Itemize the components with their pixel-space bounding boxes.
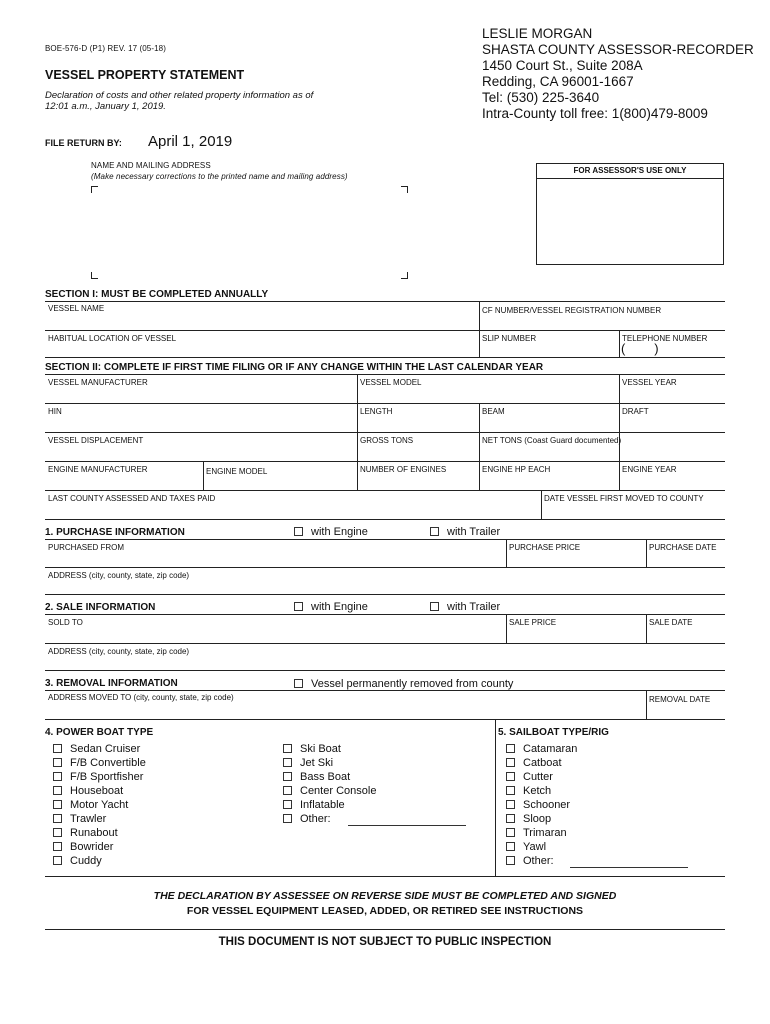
address-moved-input[interactable] — [48, 705, 643, 718]
model-input[interactable] — [360, 389, 616, 402]
displacement-label: VESSEL DISPLACEMENT — [48, 436, 144, 445]
purchase-address-label: ADDRESS (city, county, state, zip code) — [48, 571, 190, 580]
rule — [45, 690, 725, 691]
purchase-price-label: PURCHASE PRICE — [509, 543, 581, 552]
section2-heading: SECTION II: COMPLETE IF FIRST TIME FILING OR IF ANY CHANGE WITHIN THE LAST CALENDAR YEAR — [45, 362, 544, 373]
checkbox-box[interactable] — [53, 772, 62, 781]
date-moved-label: DATE VESSEL FIRST MOVED TO COUNTY — [544, 494, 704, 503]
purchase-with-trailer-label: with Trailer — [447, 526, 501, 538]
power-boat-option[interactable] — [283, 799, 345, 812]
engine-hp-input[interactable] — [482, 476, 616, 489]
sale-with-engine-checkbox[interactable] — [294, 601, 368, 614]
sailboat-option[interactable] — [506, 827, 567, 840]
sale-address-input[interactable] — [48, 657, 722, 669]
length-label: LENGTH — [360, 407, 393, 416]
instructions-notice: FOR VESSEL EQUIPMENT LEASED, ADDED, OR RETIRED SEE INSTRUCTIONS — [186, 905, 584, 917]
corner-mark — [91, 186, 98, 193]
checkbox-box[interactable] — [53, 842, 62, 851]
date-moved-input[interactable] — [544, 505, 722, 518]
checkbox-box[interactable] — [294, 679, 303, 688]
checkbox-box[interactable] — [53, 744, 62, 753]
power-boat-option[interactable] — [53, 757, 146, 770]
rule — [646, 539, 647, 567]
net-tons-label: NET TONS (Coast Guard documented) — [482, 436, 622, 445]
rule — [45, 876, 725, 877]
checkbox-box[interactable] — [53, 814, 62, 823]
power-boat-option-label: F/B Sportfisher — [70, 771, 144, 783]
checkbox-box[interactable] — [53, 758, 62, 767]
sale-with-engine-label: with Engine — [311, 601, 368, 613]
rule — [45, 330, 725, 331]
rule — [45, 643, 725, 644]
sailboat-option[interactable] — [506, 841, 546, 854]
year-label: VESSEL YEAR — [622, 378, 677, 387]
purchase-address-input[interactable] — [48, 581, 722, 593]
engine-year-input[interactable] — [622, 476, 722, 489]
telephone-label: TELEPHONE NUMBER — [622, 334, 708, 343]
slip-number-input[interactable] — [482, 344, 617, 356]
file-return-date: April 1, 2019 — [148, 133, 233, 150]
engine-manufacturer-label: ENGINE MANUFACTURER — [48, 465, 148, 474]
rule — [203, 461, 204, 490]
assessor-tollfree: Intra-County toll free: 1(800)479-8009 — [482, 106, 708, 121]
power-boat-option[interactable] — [53, 813, 106, 826]
phone-parens: ( ) — [621, 341, 659, 356]
power-boat-option-label: Center Console — [300, 785, 377, 797]
rule — [45, 614, 725, 615]
checkbox-box[interactable] — [53, 786, 62, 795]
rule — [45, 374, 725, 375]
file-return-label: FILE RETURN BY: — [45, 138, 122, 148]
power-boat-option[interactable] — [53, 827, 118, 840]
power-boat-option-label: Jet Ski — [300, 757, 334, 769]
checkbox-box[interactable] — [506, 828, 515, 837]
power-boat-option[interactable] — [53, 799, 128, 812]
gross-tons-input[interactable] — [360, 447, 476, 460]
power-boat-option[interactable] — [53, 771, 143, 784]
power-boat-option[interactable] — [53, 855, 102, 868]
removal-date-input[interactable] — [649, 706, 723, 718]
mailing-note: (Make necessary corrections to the printed name and mailing address) — [91, 172, 348, 181]
power-boat-heading: 4. POWER BOAT TYPE — [45, 727, 154, 738]
rule — [495, 719, 496, 876]
sale-address-label: ADDRESS (city, county, state, zip code) — [48, 647, 190, 656]
length-input[interactable] — [360, 418, 476, 431]
assessor-use-box — [536, 163, 724, 265]
manufacturer-input[interactable] — [48, 389, 354, 402]
purchase-with-engine-checkbox[interactable] — [294, 526, 368, 539]
rule — [45, 929, 725, 930]
sailboat-option-label: Cutter — [523, 771, 553, 783]
cf-number-label: CF NUMBER/VESSEL REGISTRATION NUMBER — [482, 306, 662, 315]
checkbox-box[interactable] — [283, 744, 292, 753]
power-boat-option-label: Sedan Cruiser — [70, 743, 141, 755]
habitual-location-input[interactable] — [48, 344, 476, 356]
habitual-location-label: HABITUAL LOCATION OF VESSEL — [48, 334, 177, 343]
purchased-from-label: PURCHASED FROM — [48, 543, 125, 552]
rule — [506, 614, 507, 643]
rule — [45, 519, 725, 520]
displacement-input[interactable] — [48, 447, 354, 460]
sale-heading: 2. SALE INFORMATION — [45, 602, 156, 613]
sailboat-heading: 5. SAILBOAT TYPE/RIG — [498, 727, 609, 738]
public-inspection-notice: THIS DOCUMENT IS NOT SUBJECT TO PUBLIC INSPECTION — [218, 936, 552, 948]
power-boat-option[interactable] — [283, 757, 333, 770]
purchase-heading: 1. PURCHASE INFORMATION — [45, 527, 185, 538]
power-boat-option-label: Ski Boat — [300, 743, 341, 755]
declaration-notice: THE DECLARATION BY ASSESSEE ON REVERSE SIDE MUST BE COMPLETED AND SIGNED — [153, 890, 617, 902]
corner-mark — [401, 186, 408, 193]
engine-model-label: ENGINE MODEL — [206, 467, 268, 476]
corner-mark — [401, 272, 408, 279]
assessor-street: 1450 Court St., Suite 208A — [482, 58, 643, 73]
removal-date-label: REMOVAL DATE — [649, 695, 711, 704]
power-boat-option-label: Trawler — [70, 813, 107, 825]
power-boat-option-label: Bass Boat — [300, 771, 351, 783]
sailboat-option[interactable] — [506, 855, 554, 868]
address-moved-label: ADDRESS MOVED TO (city, county, state, zip code) — [48, 693, 234, 702]
form-number: BOE-576-D (P1) REV. 17 (05-18) — [45, 44, 166, 53]
engine-year-label: ENGINE YEAR — [622, 465, 677, 474]
sailboat-option[interactable] — [506, 799, 570, 812]
slip-number-label: SLIP NUMBER — [482, 334, 537, 343]
net-tons-input[interactable] — [482, 447, 722, 460]
hin-label: HIN — [48, 407, 62, 416]
power-boat-option-label: Inflatable — [300, 799, 345, 811]
checkbox-box[interactable] — [294, 527, 303, 536]
sailboat-option[interactable] — [506, 813, 551, 826]
corner-mark — [91, 272, 98, 279]
sale-date-label: SALE DATE — [649, 618, 693, 627]
engine-manufacturer-input[interactable] — [48, 476, 200, 489]
removed-from-county-label: Vessel permanently removed from county — [311, 678, 514, 690]
checkbox-box[interactable] — [283, 758, 292, 767]
sale-price-input[interactable] — [509, 629, 643, 642]
rule — [541, 490, 542, 519]
sailboat-option-label: Catboat — [523, 757, 562, 769]
power-boat-option-label: Runabout — [70, 827, 118, 839]
power-other-input[interactable] — [348, 813, 466, 826]
sailboat-option-label: Catamaran — [523, 743, 578, 755]
checkbox-box[interactable] — [294, 602, 303, 611]
sailboat-option[interactable] — [506, 785, 551, 798]
engine-hp-label: ENGINE HP EACH — [482, 465, 551, 474]
power-boat-option[interactable] — [53, 785, 123, 798]
rule — [45, 403, 725, 404]
last-county-label: LAST COUNTY ASSESSED AND TAXES PAID — [48, 494, 216, 503]
form-subtitle-line1: Declaration of costs and other related property information as of — [45, 90, 314, 101]
sailboat-option[interactable] — [506, 757, 562, 770]
checkbox-box[interactable] — [53, 856, 62, 865]
power-boat-option[interactable] — [283, 813, 331, 826]
num-engines-input[interactable] — [360, 476, 476, 489]
hin-input[interactable] — [48, 418, 354, 431]
year-input[interactable] — [622, 389, 722, 402]
sail-other-input[interactable] — [570, 855, 688, 868]
rule — [646, 690, 647, 719]
rule — [479, 403, 480, 490]
sailboat-option[interactable] — [506, 771, 553, 784]
section1-heading: SECTION I: MUST BE COMPLETED ANNUALLY — [45, 289, 269, 300]
draft-label: DRAFT — [622, 407, 649, 416]
checkbox-box[interactable] — [283, 814, 292, 823]
checkbox-box[interactable] — [506, 814, 515, 823]
sale-date-input[interactable] — [649, 629, 723, 642]
rule — [45, 670, 725, 671]
power-boat-option[interactable] — [283, 743, 341, 756]
checkbox-box[interactable] — [506, 744, 515, 753]
sale-with-trailer-label: with Trailer — [447, 601, 501, 613]
rule — [45, 539, 725, 540]
sold-to-input[interactable] — [48, 629, 503, 642]
gross-tons-label: GROSS TONS — [360, 436, 414, 445]
rule — [479, 301, 480, 357]
power-boat-option-label: F/B Convertible — [70, 757, 146, 769]
assessor-use-label: FOR ASSESSOR'S USE ONLY — [537, 164, 723, 179]
checkbox-box[interactable] — [506, 786, 515, 795]
checkbox-box[interactable] — [506, 758, 515, 767]
manufacturer-label: VESSEL MANUFACTURER — [48, 378, 148, 387]
rule — [45, 432, 725, 433]
assessor-address-block — [482, 26, 754, 122]
checkbox-box[interactable] — [53, 828, 62, 837]
sailboat-option[interactable] — [506, 743, 577, 756]
purchase-with-trailer-checkbox[interactable] — [430, 526, 500, 539]
checkbox-box[interactable] — [283, 800, 292, 809]
rule — [45, 567, 725, 568]
beam-input[interactable] — [482, 418, 616, 431]
rule — [619, 330, 620, 357]
assessor-city: Redding, CA 96001-1667 — [482, 74, 634, 89]
power-boat-option[interactable] — [283, 785, 376, 798]
purchase-with-engine-label: with Engine — [311, 526, 368, 538]
checkbox-box[interactable] — [283, 772, 292, 781]
beam-label: BEAM — [482, 407, 505, 416]
sailboat-option-label: Schooner — [523, 799, 571, 811]
cf-number-input[interactable] — [482, 317, 722, 329]
sailboat-option-label: Sloop — [523, 813, 552, 825]
checkbox-box[interactable] — [430, 527, 439, 536]
checkbox-box[interactable] — [506, 800, 515, 809]
power-boat-option[interactable] — [53, 841, 113, 854]
sailboat-option-label: Trimaran — [523, 827, 567, 839]
power-boat-option[interactable] — [53, 743, 140, 756]
checkbox-box[interactable] — [430, 602, 439, 611]
purchased-from-input[interactable] — [48, 553, 503, 566]
rule — [646, 614, 647, 643]
removal-heading: 3. REMOVAL INFORMATION — [45, 678, 178, 689]
form-subtitle-line2: 12:01 a.m., January 1, 2019. — [45, 101, 166, 112]
mailing-label: NAME AND MAILING ADDRESS — [91, 161, 211, 170]
power-boat-option[interactable] — [283, 771, 350, 784]
form-title: VESSEL PROPERTY STATEMENT — [45, 68, 245, 82]
sale-price-label: SALE PRICE — [509, 618, 557, 627]
power-boat-option-label: Cuddy — [70, 855, 102, 867]
model-label: VESSEL MODEL — [360, 378, 422, 387]
vessel-name-label: VESSEL NAME — [48, 304, 105, 313]
power-boat-option-label: Motor Yacht — [70, 799, 129, 811]
rule — [45, 594, 725, 595]
power-boat-option-label: Houseboat — [70, 785, 124, 797]
assessor-office: SHASTA COUNTY ASSESSOR-RECORDER — [482, 42, 754, 57]
rule — [45, 461, 725, 462]
sailboat-option-label: Ketch — [523, 785, 552, 797]
draft-input[interactable] — [622, 418, 722, 431]
last-county-input[interactable] — [48, 505, 538, 518]
rule — [45, 301, 725, 302]
rule — [45, 357, 725, 358]
vessel-name-input[interactable] — [48, 315, 476, 329]
checkbox-box[interactable] — [506, 842, 515, 851]
sailboat-option-label: Yawl — [523, 841, 547, 853]
rule — [506, 539, 507, 567]
purchase-date-input[interactable] — [649, 553, 723, 566]
num-engines-label: NUMBER OF ENGINES — [360, 465, 447, 474]
checkbox-box[interactable] — [283, 786, 292, 795]
power-boat-option-label: Bowrider — [70, 841, 114, 853]
purchase-date-label: PURCHASE DATE — [649, 543, 717, 552]
purchase-price-input[interactable] — [509, 553, 643, 566]
sale-with-trailer-checkbox[interactable] — [430, 601, 500, 614]
checkbox-box[interactable] — [506, 772, 515, 781]
assessor-name: LESLIE MORGAN — [482, 26, 593, 41]
rule — [45, 490, 725, 491]
checkbox-box[interactable] — [506, 856, 515, 865]
power-boat-option-label: Other: — [300, 813, 331, 825]
sailboat-option-label: Other: — [523, 855, 554, 867]
checkbox-box[interactable] — [53, 800, 62, 809]
sold-to-label: SOLD TO — [48, 618, 83, 627]
assessor-tel: Tel: (530) 225-3640 — [482, 90, 600, 105]
engine-model-input[interactable] — [206, 478, 354, 489]
rule — [45, 719, 725, 720]
